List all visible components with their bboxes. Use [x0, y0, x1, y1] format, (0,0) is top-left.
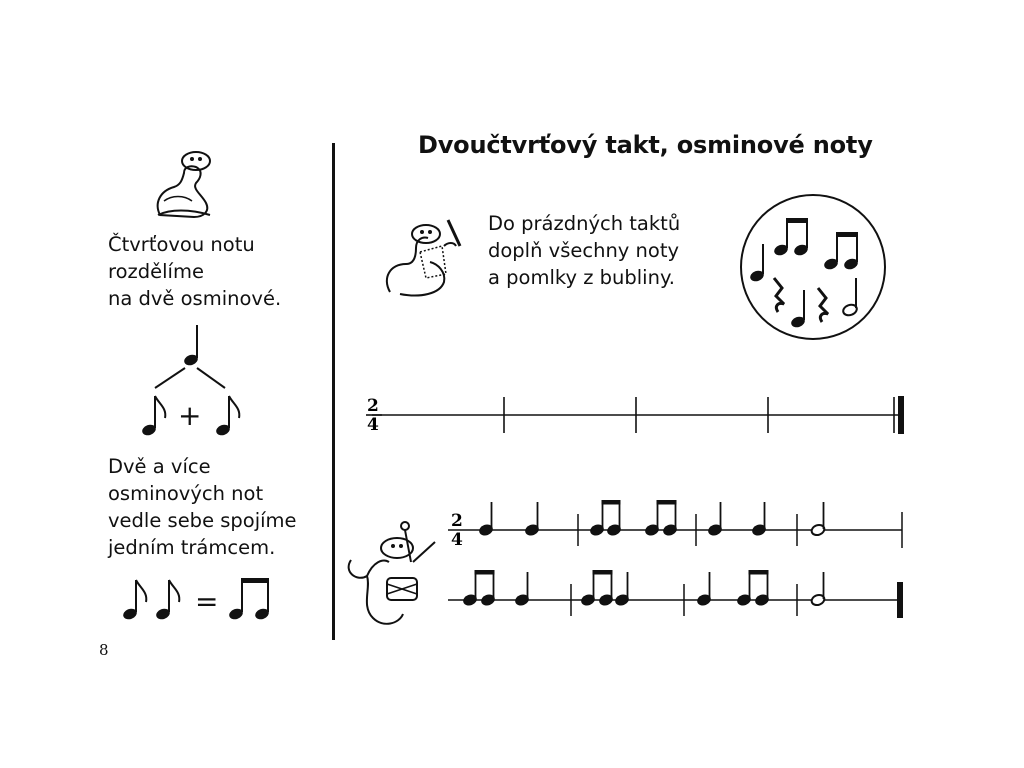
example-time-signature-bottom: 4	[451, 530, 463, 550]
example-time-signature-top: 2	[451, 511, 463, 531]
page-title: Dvoučtvrťový takt, osminové noty	[418, 131, 873, 159]
beam-line: vedle sebe spojíme	[108, 509, 297, 532]
note-beam	[475, 570, 495, 575]
note-beam	[657, 500, 677, 505]
note-beam	[593, 570, 613, 575]
equals-sign: =	[195, 585, 219, 618]
task-line: Do prázdných taktů	[488, 212, 681, 235]
note-beam	[749, 570, 769, 575]
beam-line: osminových not	[108, 482, 264, 505]
beam-line: Dvě a více	[108, 455, 211, 478]
time-signature-bottom: 4	[367, 415, 379, 435]
time-signature-top: 2	[367, 396, 379, 416]
intro-line: na dvě osminové.	[108, 287, 282, 310]
final-bar	[897, 582, 903, 618]
intro-line: rozdělíme	[108, 260, 204, 283]
beam-line: jedním trámcem.	[108, 536, 276, 559]
plus-sign: +	[178, 399, 202, 432]
task-line: doplň všechny noty	[488, 239, 680, 262]
note-beam	[602, 500, 621, 505]
page-number: 8	[99, 641, 109, 659]
task-line: a pomlky z bubliny.	[488, 266, 675, 289]
intro-line: Čtvrťovou notu	[108, 233, 255, 256]
